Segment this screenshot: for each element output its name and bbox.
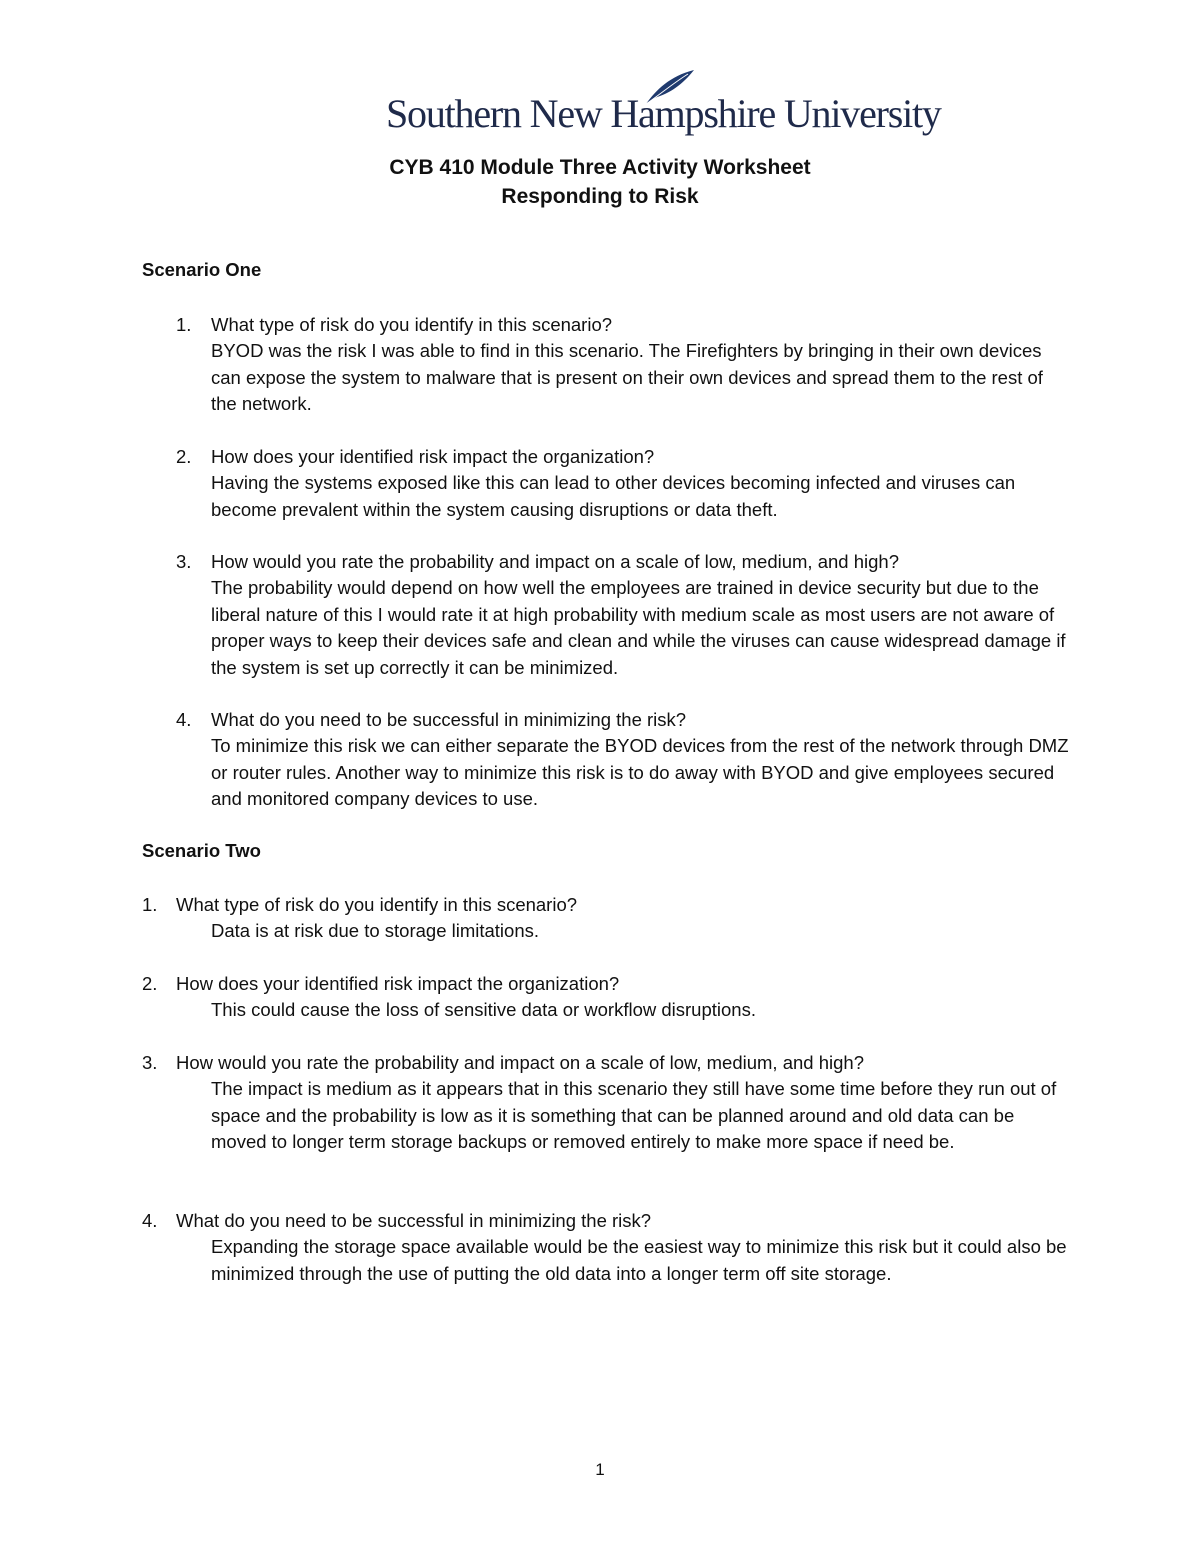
s2-q4-question: What do you need to be successful in minimizing the risk? [176, 1210, 652, 1231]
s2-q1-question: What type of risk do you identify in this scenario? [176, 894, 578, 915]
s1-q3-number: 3. [176, 551, 192, 572]
s2-q2-number: 2. [142, 973, 158, 994]
s2-q3-question: How would you rate the probability and impact on a scale of low, medium, and high? [176, 1052, 864, 1073]
s2-q1-number: 1. [142, 894, 158, 915]
s1-q4-number: 4. [176, 709, 192, 730]
s2-q3-number: 3. [142, 1052, 158, 1073]
s1-q2-question: How does your identified risk impact the organization? [211, 446, 655, 467]
document-title: CYB 410 Module Three Activity Worksheet [389, 156, 811, 179]
s1-q1-answer: BYOD was the risk I was able to find in this scenario. The Firefighters by bringing in their own devices can expose the system to malware that is present on their own devices and spread them to the rest of the network. [211, 340, 1043, 414]
s1-q3-question: How would you rate the probability and impact on a scale of low, medium, and high? [211, 551, 899, 572]
scenario-one-heading: Scenario One [142, 259, 262, 280]
s2-q1-answer: Data is at risk due to storage limitations. [211, 920, 540, 941]
document-subtitle: Responding to Risk [501, 185, 699, 208]
s1-q1-question: What type of risk do you identify in this scenario? [211, 314, 613, 335]
s1-q3-answer: The probability would depend on how well the employees are trained in device security but due to the liberal nature of this I would rate it at high probability with medium scale as most users are not aware of proper ways to keep their devices safe and clean and while the viruses can cause widespread damage if the system is set up correctly it can be minimized. [211, 577, 1066, 678]
page-number: 1 [595, 1460, 605, 1479]
s2-q2-question: How does your identified risk impact the organization? [176, 973, 620, 994]
s1-q2-answer: Having the systems exposed like this can lead to other devices becoming infected and viruses can become prevalent within the system causing disruptions or data theft. [211, 472, 1016, 520]
s2-q4-answer: Expanding the storage space available would be the easiest way to minimize this risk but it could also be minimized through the use of putting the old data into a longer term off site storage. [211, 1236, 1067, 1284]
s1-q1-number: 1. [176, 314, 192, 335]
university-logo [386, 68, 941, 138]
scenario-two-heading: Scenario Two [142, 840, 261, 861]
s2-q2-answer: This could cause the loss of sensitive data or workflow disruptions. [211, 999, 756, 1020]
s2-q4-number: 4. [142, 1210, 158, 1231]
s1-q4-question: What do you need to be successful in minimizing the risk? [211, 709, 687, 730]
s1-q2-number: 2. [176, 446, 192, 467]
s1-q4-answer: To minimize this risk we can either separate the BYOD devices from the rest of the network through DMZ or router rules. Another way to minimize this risk is to do away with BYOD and give employees secured and monitored company devices to use. [211, 735, 1069, 809]
s2-q3-answer: The impact is medium as it appears that in this scenario they still have some time before they run out of space and the probability is low as it is something that can be planned around and old data can be moved to longer term storage backups or removed entirely to make more space if need be. [211, 1078, 1057, 1152]
logo-text: Southern New Hampshire University [386, 91, 941, 136]
